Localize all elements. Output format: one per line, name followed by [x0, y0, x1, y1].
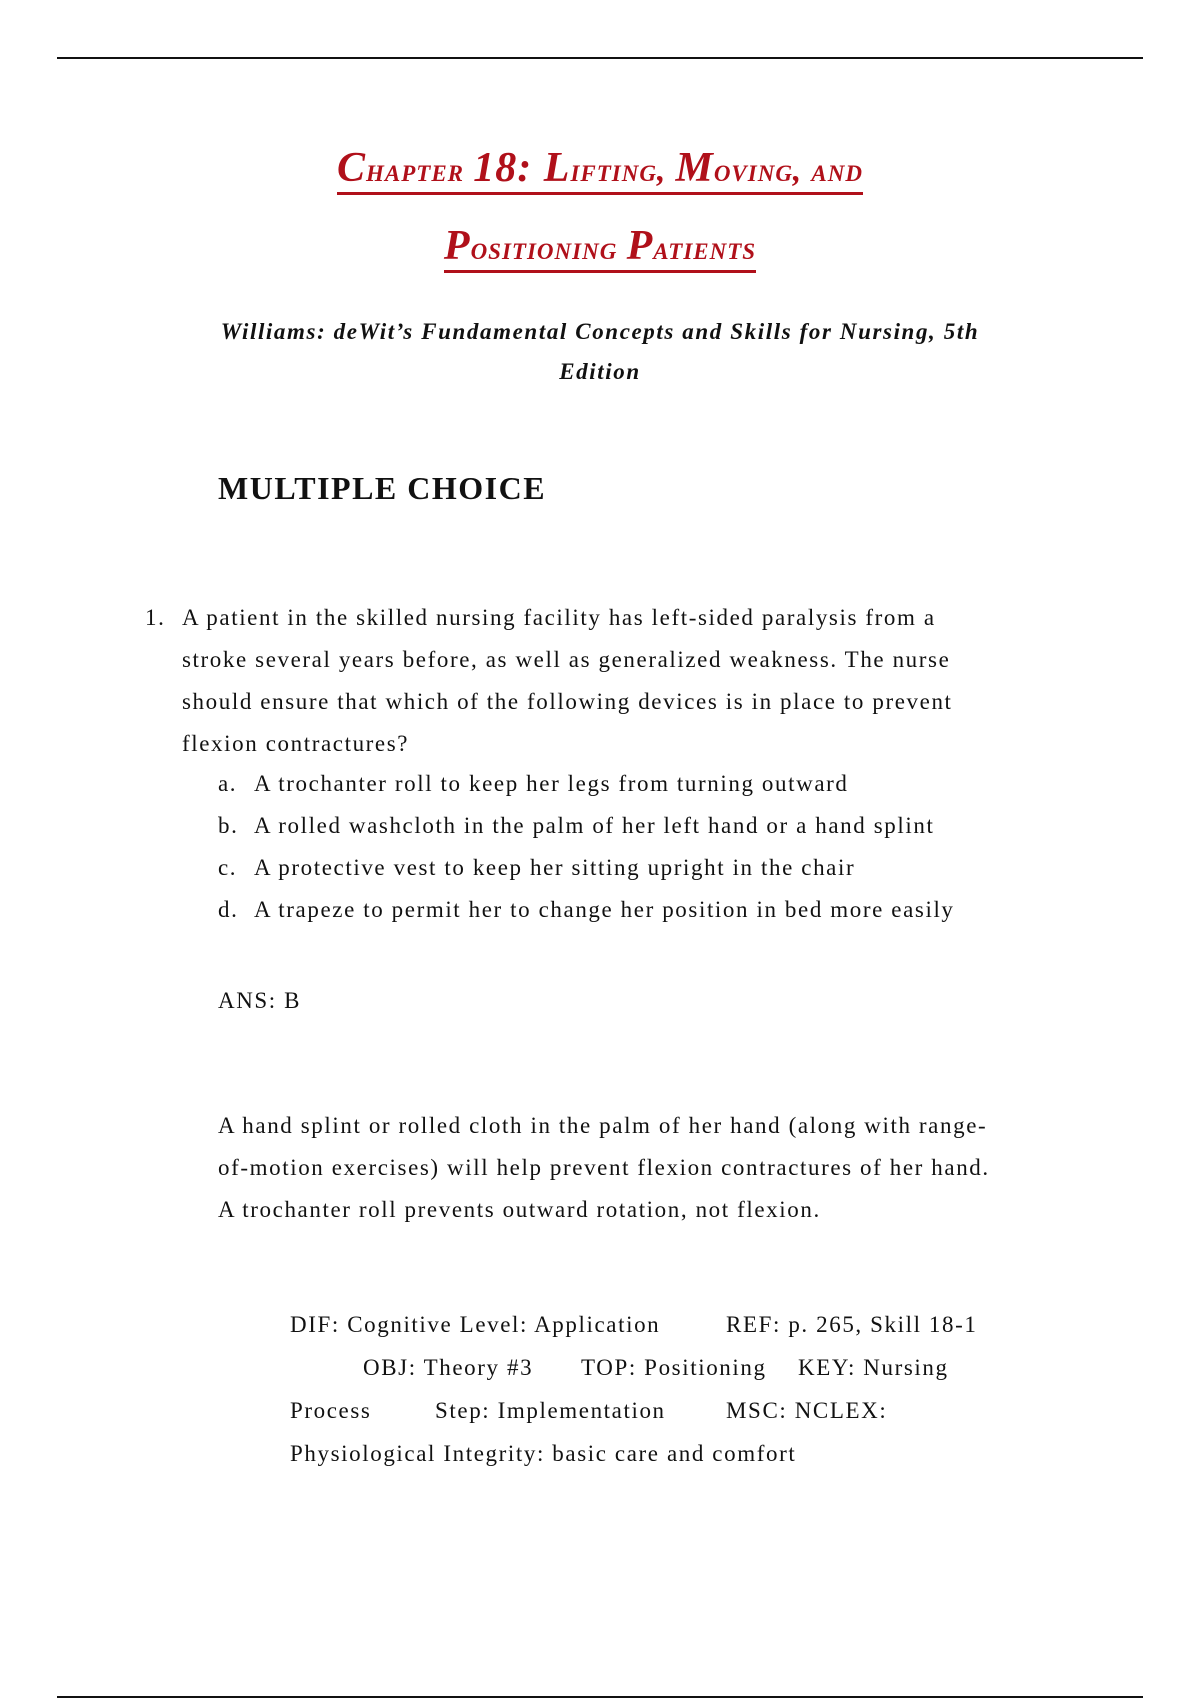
question-stem-line: flexion contractures? — [182, 731, 410, 756]
chapter-title-line-2-text — [443, 223, 757, 273]
option-letter: c. — [218, 855, 238, 880]
meta-dif: DIF: Cognitive Level: Application — [290, 1312, 661, 1337]
chapter-title-part: atients — [653, 231, 757, 267]
chapter-title-part: 18: L — [473, 145, 571, 191]
question-number: 1. — [145, 605, 166, 630]
question-stem-line: A patient in the skilled nursing facility has left-sided paralysis from a — [182, 605, 936, 630]
chapter-title-part: ifting, — [570, 153, 676, 189]
chapter-title-part: P — [626, 223, 654, 269]
meta-obj: OBJ: Theory #3 — [363, 1355, 534, 1380]
meta-row-2 — [290, 1346, 1050, 1389]
option-letter: b. — [218, 813, 239, 838]
option-text: A protective vest to keep her sitting upright in the chair — [254, 855, 856, 880]
section-heading: MULTIPLE CHOICE — [218, 470, 547, 506]
meta-key-continued: Process — [290, 1398, 372, 1423]
meta-row-3 — [290, 1389, 1050, 1432]
chapter-title-part: oving, and — [713, 153, 863, 189]
chapter-title-part: C — [337, 145, 367, 191]
option-text: A rolled washcloth in the palm of her left hand or a hand splint — [254, 813, 935, 838]
option-letter: d. — [218, 897, 239, 922]
rationale-line: of-motion exercises) will help prevent flexion contractures of her hand. — [218, 1155, 990, 1180]
rationale-line: A hand splint or rolled cloth in the palm of her hand (along with range- — [218, 1113, 988, 1138]
meta-row-1 — [290, 1303, 1050, 1346]
chapter-title-line-2 — [100, 218, 1100, 296]
top-rule — [57, 57, 1143, 59]
chapter-title-part: ositioning — [470, 231, 627, 267]
chapter-title-line-1 — [100, 140, 1100, 218]
answer-key: ANS: B — [218, 988, 302, 1013]
option-text: A trapeze to permit her to change her position in bed more easily — [254, 897, 955, 922]
answer-options — [218, 763, 955, 931]
option-text: A trochanter roll to keep her legs from turning outward — [254, 771, 849, 796]
book-title — [150, 312, 1050, 392]
option-a — [218, 763, 955, 805]
option-c — [218, 847, 955, 889]
chapter-title-part: hapter — [366, 153, 474, 189]
question-stem-line: should ensure that which of the following devices is in place to prevent — [182, 689, 953, 714]
bottom-rule — [57, 1696, 1143, 1698]
meta-ref: REF: p. 265, Skill 18-1 — [726, 1312, 978, 1337]
meta-row-4 — [290, 1432, 1050, 1475]
meta-key: KEY: Nursing — [798, 1355, 949, 1380]
question-metadata — [290, 1303, 1050, 1475]
question-stem — [182, 597, 1172, 765]
meta-step: Step: Implementation — [435, 1398, 666, 1423]
option-letter: a. — [218, 771, 238, 796]
option-b — [218, 805, 955, 847]
question-stem-line: stroke several years before, as well as generalized weakness. The nurse — [182, 647, 951, 672]
chapter-title-line-1-text — [337, 145, 863, 195]
meta-msc: MSC: NCLEX: — [726, 1398, 888, 1423]
chapter-title — [100, 140, 1100, 296]
book-title-line-2: Edition — [559, 359, 641, 384]
chapter-title-part: M — [675, 145, 714, 191]
chapter-title-part: P — [443, 223, 471, 269]
book-title-line-1: Williams: deWit’s Fundamental Concepts and Skills for Nursing, 5th — [220, 319, 980, 344]
meta-top: TOP: Positioning — [581, 1355, 767, 1380]
meta-msc-continued: Physiological Integrity: basic care and comfort — [290, 1441, 797, 1466]
option-d — [218, 889, 955, 931]
rationale-line: A trochanter roll prevents outward rotation, not flexion. — [218, 1197, 821, 1222]
rationale — [218, 1105, 1078, 1231]
